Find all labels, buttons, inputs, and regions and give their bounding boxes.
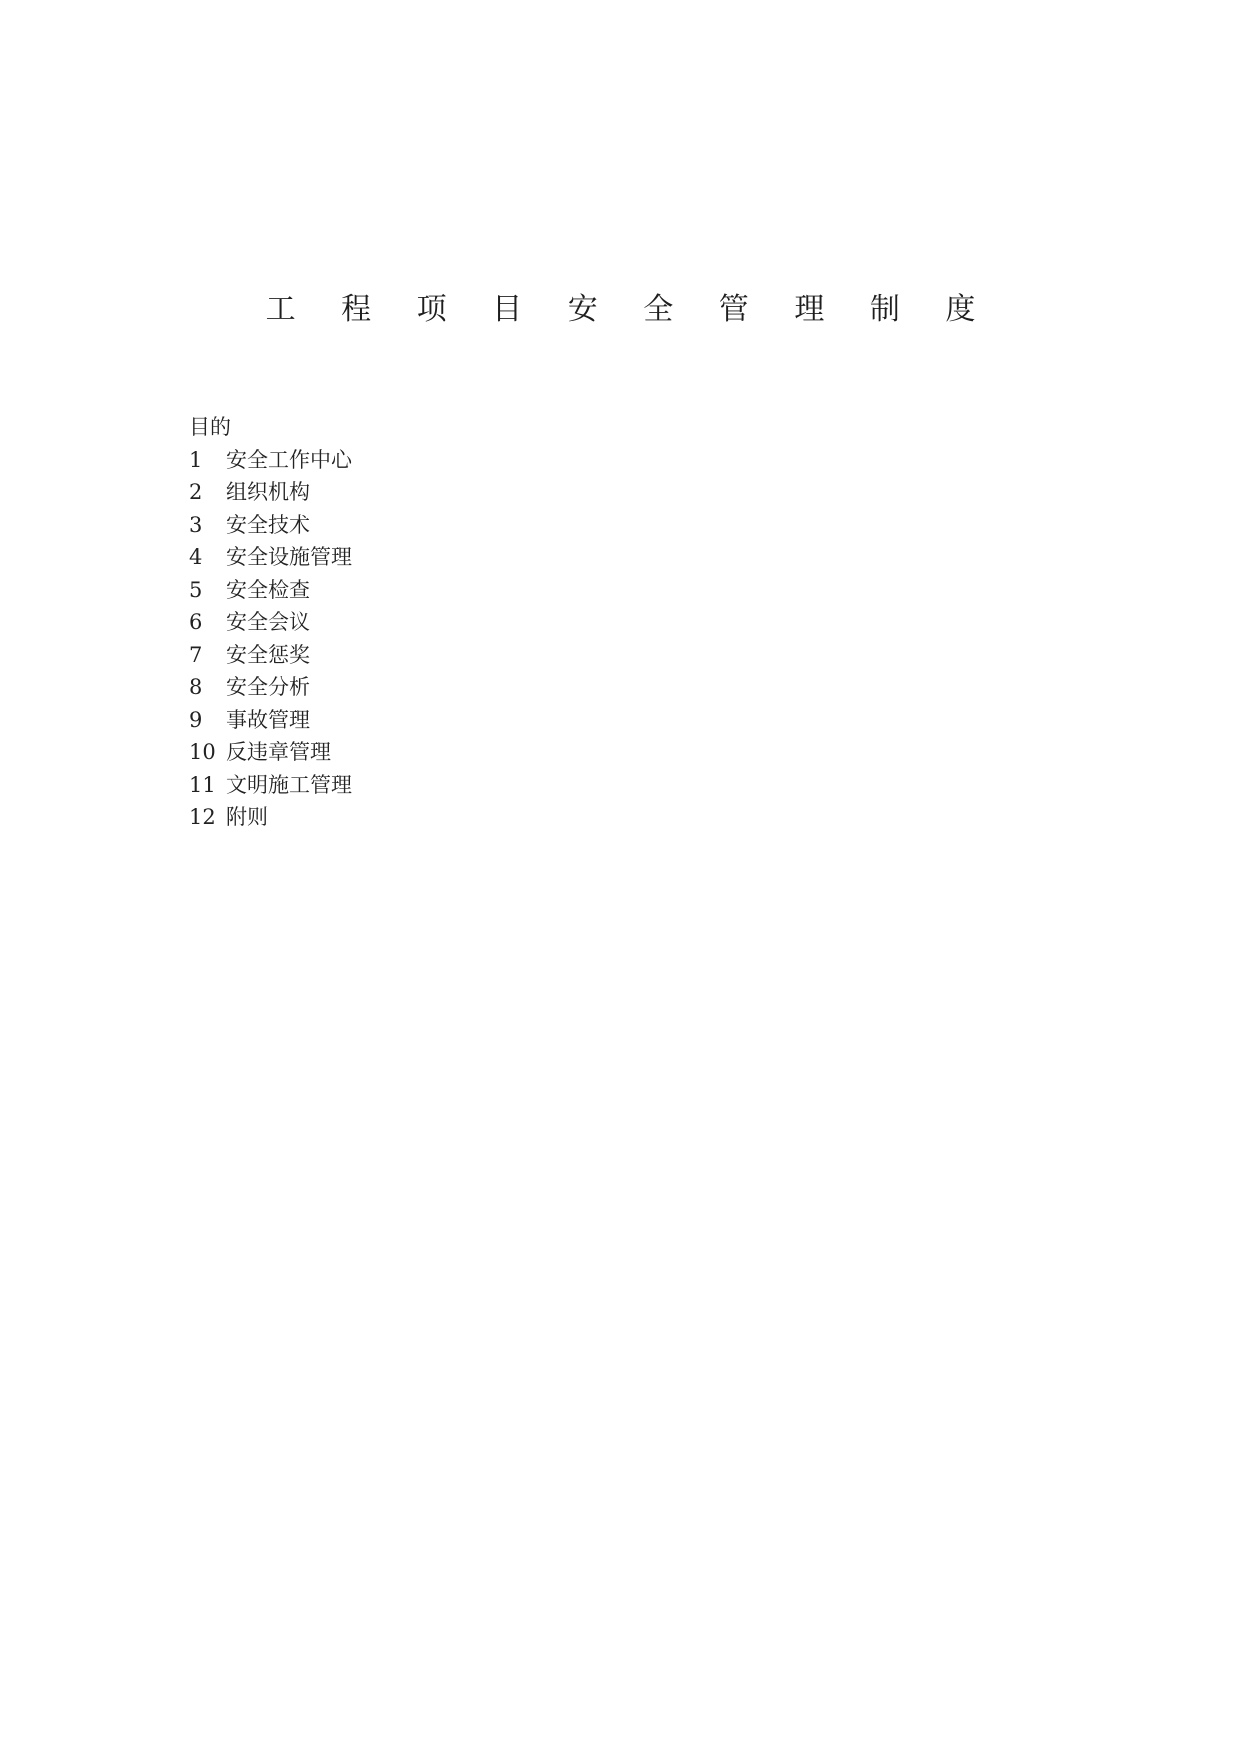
toc-item-number: 8 xyxy=(189,675,203,699)
toc-item-number: 11 xyxy=(189,772,216,797)
toc-item xyxy=(189,509,352,542)
toc-item xyxy=(189,769,352,802)
toc-item-label: 文明施工管理 xyxy=(226,772,352,797)
toc-item xyxy=(189,671,352,704)
toc-item-number: 2 xyxy=(189,480,203,504)
toc-item-label: 附则 xyxy=(226,805,268,829)
toc-item xyxy=(189,736,352,769)
toc-item xyxy=(189,444,352,477)
toc-item xyxy=(189,541,352,574)
toc-item-label: 组织机构 xyxy=(226,480,310,504)
toc-list xyxy=(189,444,352,834)
toc-item-number: 5 xyxy=(189,577,203,602)
toc-item-label: 安全工作中心 xyxy=(226,447,352,472)
toc-item-label: 事故管理 xyxy=(226,707,310,732)
toc-item xyxy=(189,704,352,737)
toc-item-label: 安全惩奖 xyxy=(226,642,310,667)
toc-item-number: 12 xyxy=(189,805,216,829)
toc-item-number: 1 xyxy=(189,447,203,472)
toc-item-label: 安全设施管理 xyxy=(226,545,352,569)
toc-item-label: 安全会议 xyxy=(226,610,310,634)
table-of-contents xyxy=(189,411,352,834)
toc-item-number: 6 xyxy=(189,610,203,634)
toc-item-number: 9 xyxy=(189,707,203,732)
document-title: 工 程 项 目 安 全 管 理 制 度 xyxy=(265,292,994,327)
toc-item xyxy=(189,476,352,509)
toc-item-number: 7 xyxy=(189,642,203,667)
toc-item-label: 安全技术 xyxy=(226,512,310,537)
toc-item-label: 安全分析 xyxy=(226,675,310,699)
toc-item xyxy=(189,639,352,672)
toc-item-number: 4 xyxy=(189,545,203,569)
toc-item-number: 3 xyxy=(189,512,203,537)
toc-item-number: 10 xyxy=(189,740,216,764)
toc-heading: 目的 xyxy=(189,415,231,439)
toc-item-label: 反违章管理 xyxy=(226,740,331,764)
toc-item xyxy=(189,606,352,639)
toc-item xyxy=(189,574,352,607)
toc-item-label: 安全检查 xyxy=(226,577,310,602)
toc-item xyxy=(189,801,352,834)
